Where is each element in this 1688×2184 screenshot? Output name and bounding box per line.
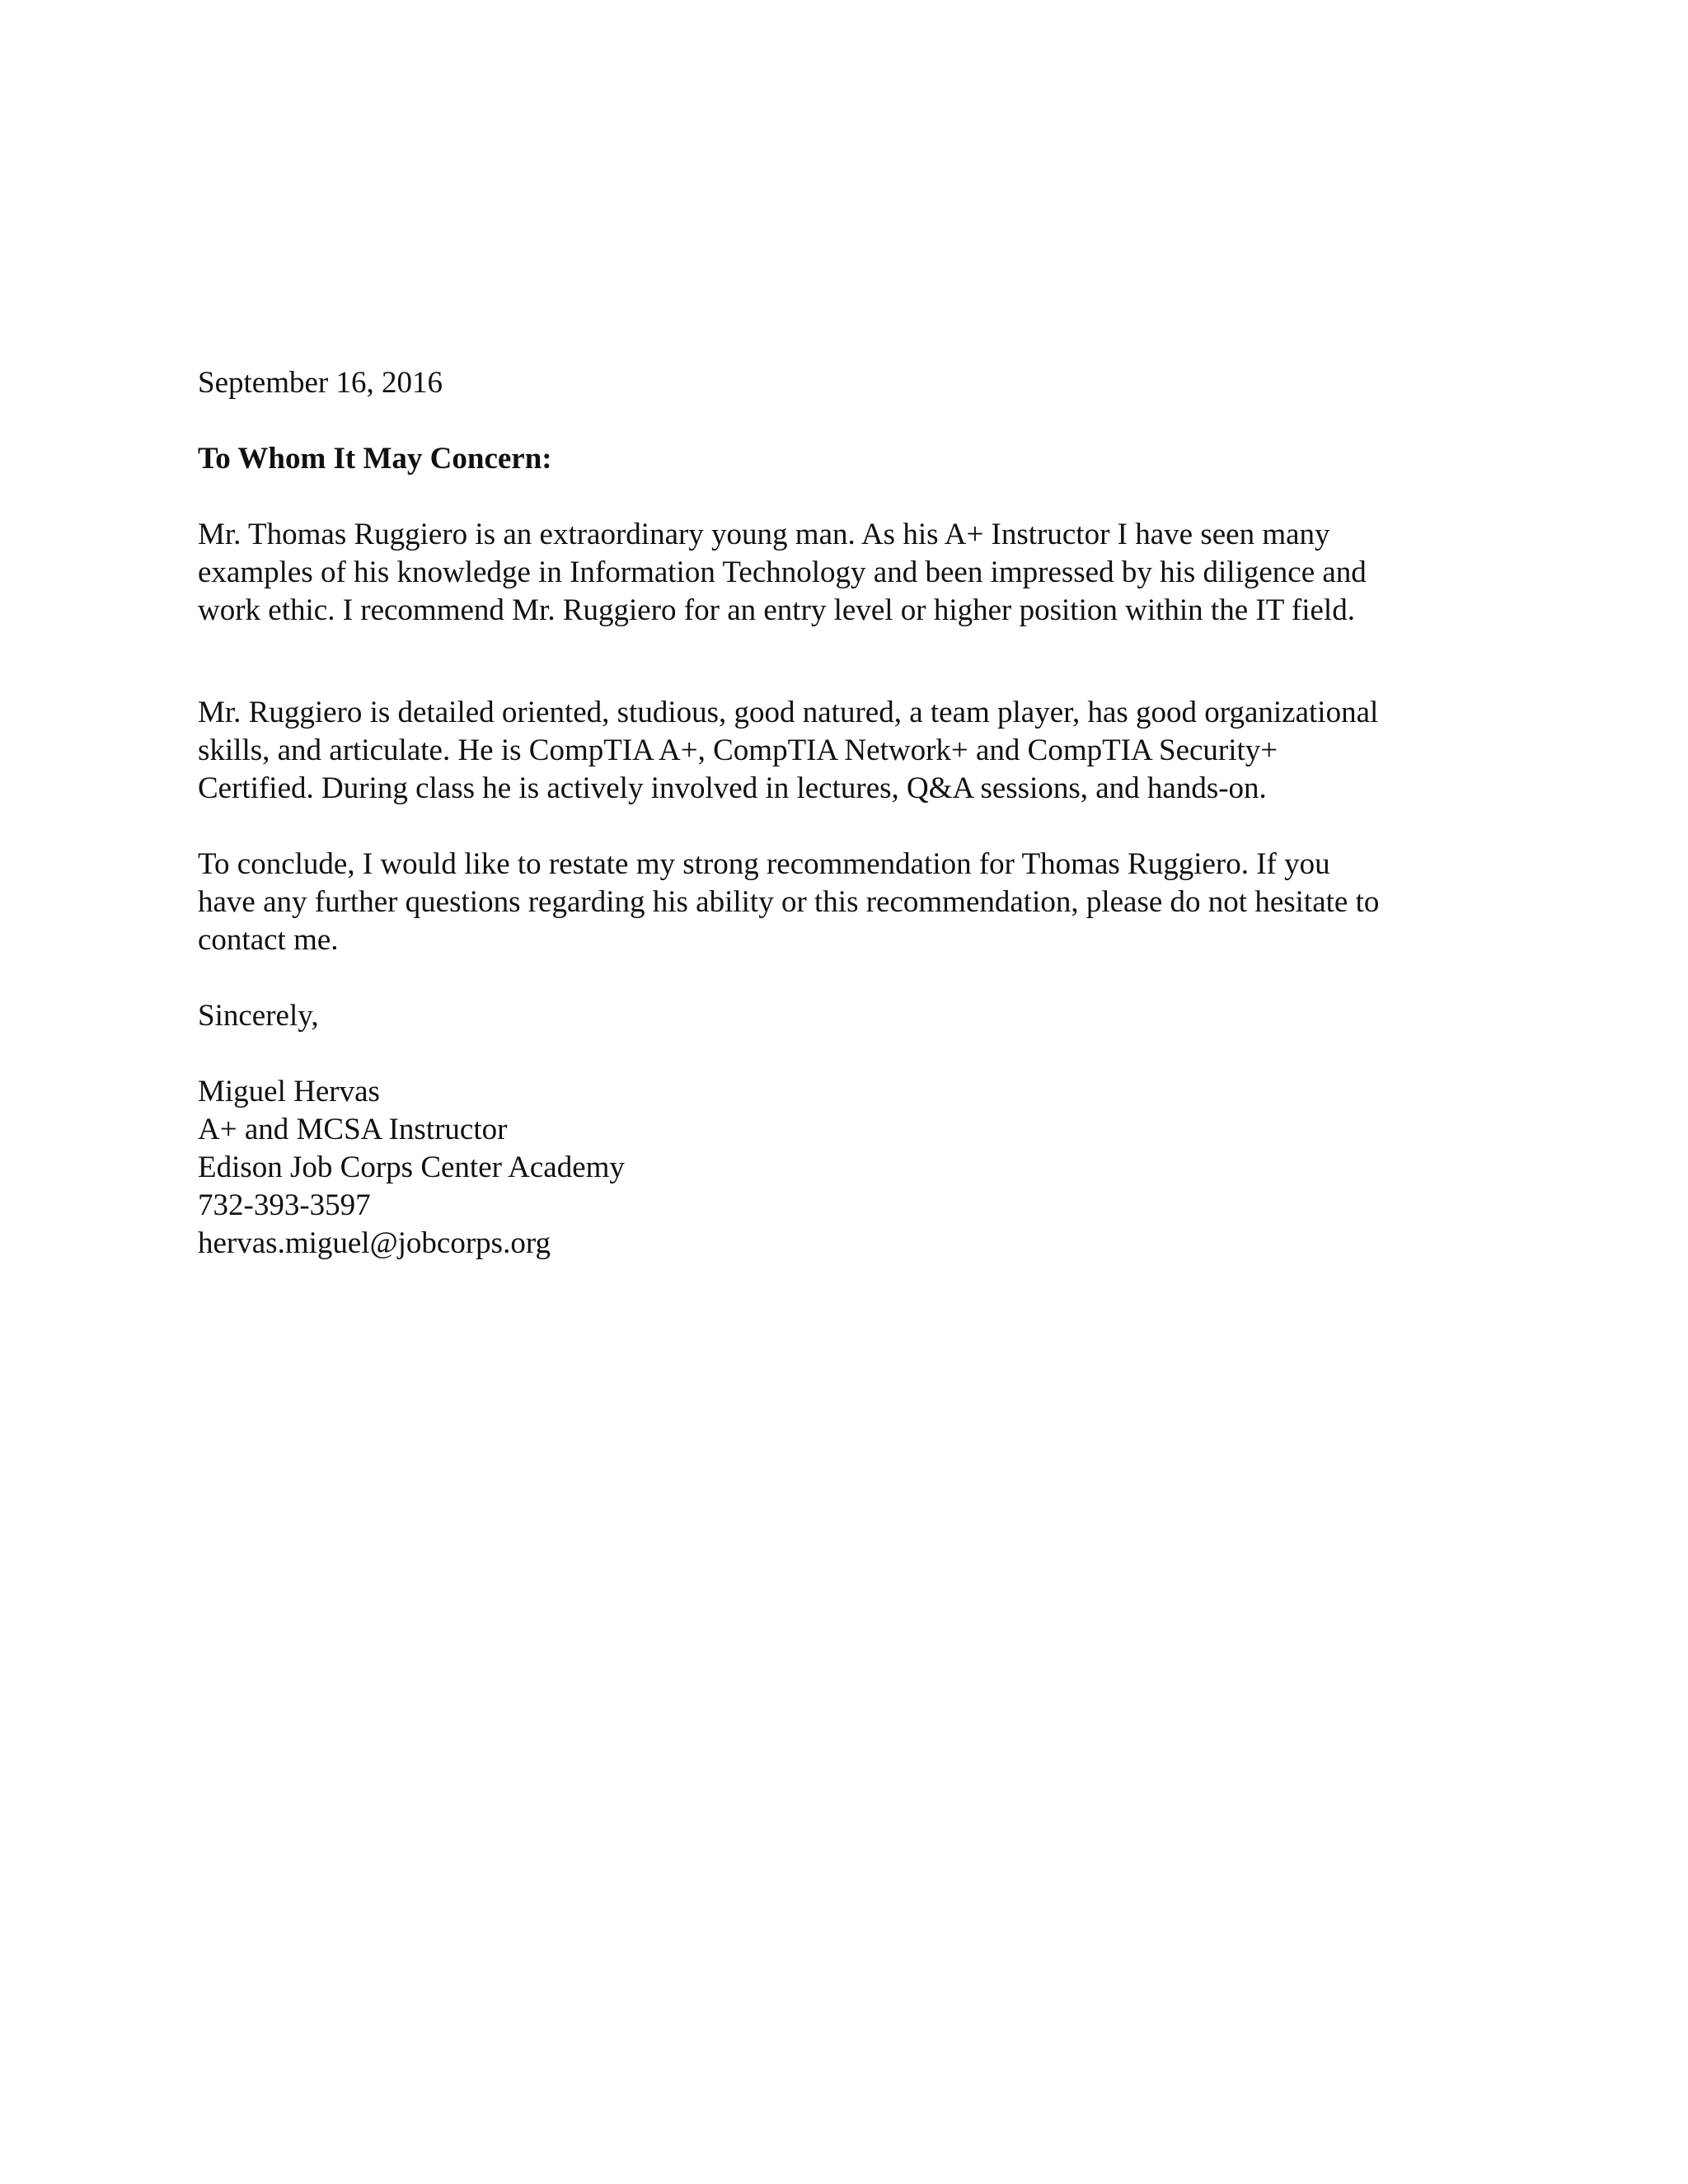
paragraph-line: Mr. Ruggiero is detailed oriented, studious, good natured, a team player, has good organizational — [198, 696, 1379, 729]
paragraph-line: Mr. Thomas Ruggiero is an extraordinary young man. As his A+ Instructor I have seen many — [198, 518, 1330, 551]
paragraph-conclusion — [198, 846, 1508, 959]
letter-body — [198, 364, 1508, 1263]
signer-title: A+ and MCSA Instructor — [198, 1113, 508, 1146]
paragraph-line: have any further questions regarding his ability or this recommendation, please do not hesitate to — [198, 885, 1380, 919]
paragraph-line: To conclude, I would like to restate my strong recommendation for Thomas Ruggiero. If you — [198, 847, 1330, 881]
paragraph-line: work ethic. I recommend Mr. Ruggiero for an entry level or higher position within the IT field. — [198, 593, 1355, 627]
salutation: To Whom It May Concern: — [198, 442, 552, 476]
paragraph-recommendation — [198, 516, 1508, 630]
signer-email: hervas.miguel@jobcorps.org — [198, 1226, 551, 1260]
paragraph-line: skills, and articulate. He is CompTIA A+, CompTIA Network+ and CompTIA Security+ — [198, 733, 1278, 767]
closing: Sincerely, — [198, 999, 319, 1033]
paragraph-qualities — [198, 694, 1508, 808]
signer-name: Miguel Hervas — [198, 1075, 380, 1108]
paragraph-line: examples of his knowledge in Information Technology and been impressed by his diligence and — [198, 555, 1367, 589]
paragraph-line: contact me. — [198, 923, 339, 957]
signer-organization: Edison Job Corps Center Academy — [198, 1151, 625, 1184]
signature-block — [198, 1073, 1508, 1263]
paragraph-line: Certified. During class he is actively involved in lectures, Q&A sessions, and hands-on. — [198, 771, 1267, 805]
letter-date: September 16, 2016 — [198, 366, 443, 400]
signer-phone: 732-393-3597 — [198, 1188, 371, 1222]
